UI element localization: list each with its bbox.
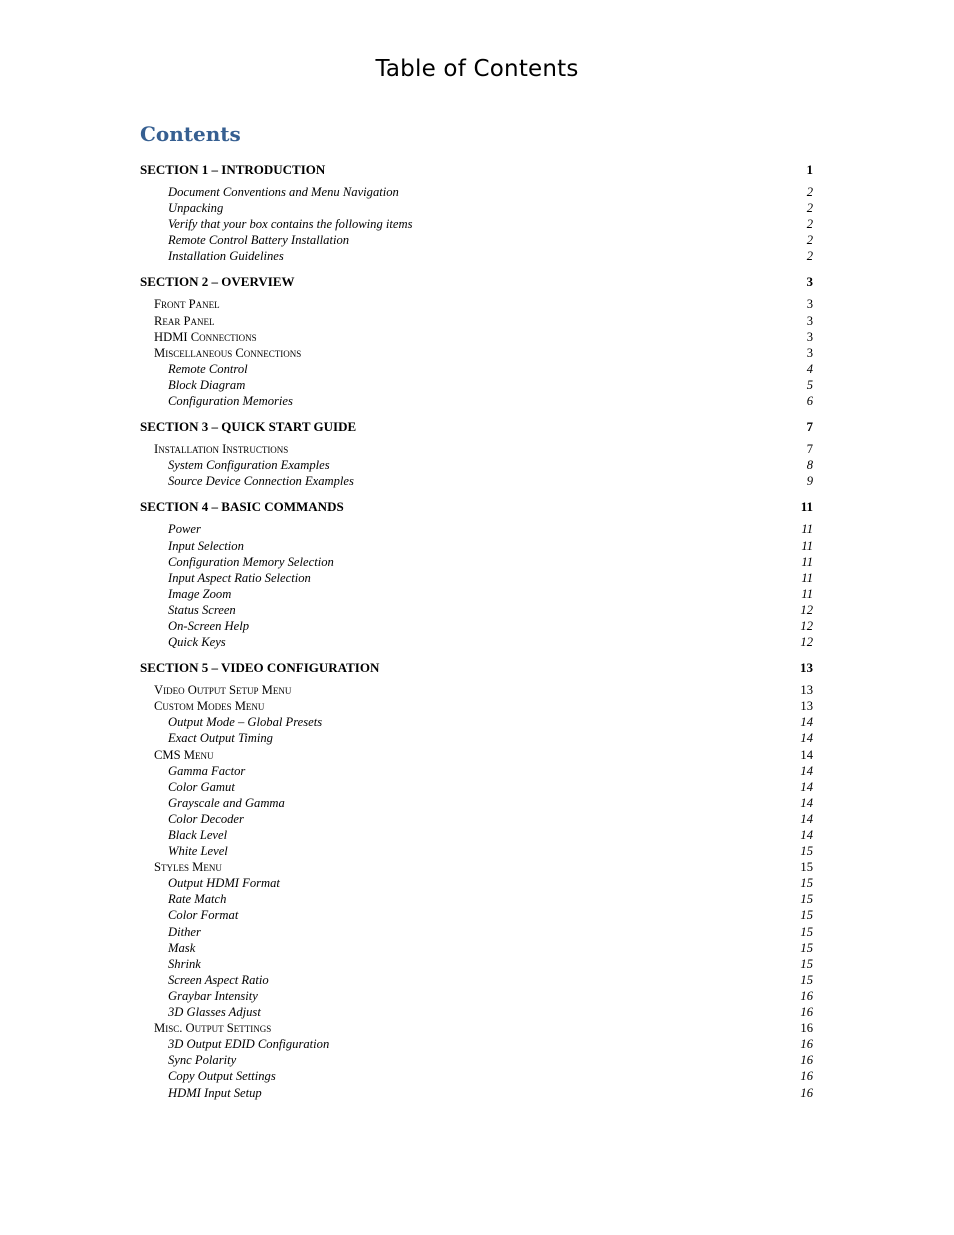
toc-page-number: 15 bbox=[800, 908, 813, 923]
toc-subentry[interactable] bbox=[140, 554, 813, 570]
toc-subentry[interactable] bbox=[140, 1052, 813, 1068]
toc-page-number: 4 bbox=[806, 361, 813, 376]
toc-page-number: 3 bbox=[806, 313, 813, 328]
toc-section-entry[interactable] bbox=[140, 497, 813, 516]
toc-page-number: 3 bbox=[806, 274, 813, 290]
toc-entry-label: Configuration Memory Selection bbox=[168, 554, 334, 569]
toc-page-number: 15 bbox=[800, 876, 813, 891]
toc-page-number: 11 bbox=[801, 522, 813, 537]
toc-subentry[interactable] bbox=[140, 586, 813, 602]
toc-page-number: 13 bbox=[800, 660, 813, 676]
toc-entry-label: HDMI Connections bbox=[154, 329, 257, 344]
toc-entry-label: Installation Guidelines bbox=[168, 249, 284, 264]
toc-entry-label: Styles Menu bbox=[154, 860, 222, 875]
toc-subentry[interactable] bbox=[140, 827, 813, 843]
toc-page-number: 16 bbox=[800, 1021, 813, 1036]
toc-entry-label: Rate Match bbox=[168, 892, 227, 907]
toc-entry-label: Installation Instructions bbox=[154, 442, 289, 457]
toc-entry-label: White Level bbox=[168, 844, 228, 859]
toc-entry-label: Image Zoom bbox=[168, 586, 232, 601]
toc-subentry[interactable] bbox=[140, 779, 813, 795]
toc-entry-label: Remote Control bbox=[168, 361, 248, 376]
toc-subentry[interactable] bbox=[140, 972, 813, 988]
toc-topic-entry[interactable] bbox=[140, 296, 813, 312]
toc-subentry[interactable] bbox=[140, 956, 813, 972]
toc-entry-label: Screen Aspect Ratio bbox=[168, 972, 269, 987]
toc-page-number: 16 bbox=[800, 1069, 813, 1084]
toc-topic-entry[interactable] bbox=[140, 682, 813, 698]
toc-entry-label: On-Screen Help bbox=[168, 618, 250, 633]
toc-page-number: 3 bbox=[806, 345, 813, 360]
toc-entry-label: 3D Output EDID Configuration bbox=[168, 1037, 330, 1052]
toc-entry-label: CMS Menu bbox=[154, 747, 214, 762]
toc-subentry[interactable] bbox=[140, 521, 813, 537]
toc-entry-label: Grayscale and Gamma bbox=[168, 795, 285, 810]
toc-page-number: 11 bbox=[801, 554, 813, 569]
toc-entry-label: Copy Output Settings bbox=[168, 1069, 276, 1084]
toc-entry-label: Color Format bbox=[168, 908, 239, 923]
toc-entry-label: HDMI Input Setup bbox=[168, 1085, 262, 1100]
toc-entry-label: Misc. Output Settings bbox=[154, 1021, 272, 1036]
toc-entry-label: Sync Polarity bbox=[168, 1053, 237, 1068]
toc-entry-label: System Configuration Examples bbox=[168, 458, 330, 473]
toc-topic-entry[interactable] bbox=[140, 859, 813, 875]
toc-entry-label: Quick Keys bbox=[168, 635, 226, 650]
toc-section-entry[interactable] bbox=[140, 160, 813, 179]
toc-page-number: 15 bbox=[800, 844, 813, 859]
toc-subentry[interactable] bbox=[140, 361, 813, 377]
toc-page-number: 14 bbox=[800, 779, 813, 794]
toc-topic-entry[interactable] bbox=[140, 441, 813, 457]
toc-page-number: 13 bbox=[800, 683, 813, 698]
toc-page-number: 16 bbox=[800, 988, 813, 1003]
toc-entry-label: Custom Modes Menu bbox=[154, 699, 265, 714]
toc-page-number: 12 bbox=[800, 602, 813, 617]
toc-entry-label: SECTION 1 – INTRODUCTION bbox=[140, 162, 326, 177]
toc-page-number: 1 bbox=[806, 162, 813, 177]
toc-entry-label: Black Level bbox=[168, 828, 228, 842]
toc-entry-label: Shrink bbox=[168, 956, 201, 971]
toc-entry-label: Exact Output Timing bbox=[168, 731, 273, 746]
toc-page-number: 11 bbox=[800, 499, 813, 515]
toc-entry-label: Color Gamut bbox=[168, 779, 235, 794]
toc-subentry[interactable] bbox=[140, 988, 813, 1004]
toc-page-number: 11 bbox=[801, 538, 813, 553]
toc-subentry[interactable] bbox=[140, 891, 813, 907]
toc-subentry[interactable] bbox=[140, 570, 813, 586]
toc-entry-label: Configuration Memories bbox=[168, 394, 293, 409]
toc-subentry[interactable] bbox=[140, 795, 813, 811]
toc-entry-label: Verify that your box contains the following items bbox=[168, 217, 413, 232]
contents-heading: Contents bbox=[140, 122, 241, 146]
toc-page-number: 14 bbox=[800, 715, 813, 730]
toc-entry-label: Power bbox=[168, 522, 201, 537]
toc-page-number: 15 bbox=[800, 956, 813, 971]
toc-entry-label: SECTION 4 – BASIC COMMANDS bbox=[140, 499, 344, 515]
toc-page-number: 12 bbox=[800, 618, 813, 633]
toc-topic-entry[interactable] bbox=[140, 345, 813, 361]
toc-page-number: 14 bbox=[800, 828, 813, 842]
toc-subentry[interactable] bbox=[140, 602, 813, 618]
toc-subentry[interactable] bbox=[140, 811, 813, 827]
toc-entry-label: Mask bbox=[168, 940, 196, 955]
toc-entry-label: Status Screen bbox=[168, 602, 236, 617]
toc-subentry[interactable] bbox=[140, 1004, 813, 1020]
toc-entry-label: SECTION 3 – QUICK START GUIDE bbox=[140, 419, 357, 435]
toc-page-number: 9 bbox=[806, 474, 813, 489]
toc-subentry[interactable] bbox=[140, 907, 813, 923]
toc-subentry[interactable] bbox=[140, 1085, 813, 1101]
toc-entry-label: Output Mode – Global Presets bbox=[168, 715, 323, 730]
toc-page-number: 7 bbox=[806, 419, 813, 435]
toc-section-entry[interactable] bbox=[140, 417, 813, 436]
toc-section-entry[interactable] bbox=[140, 658, 813, 677]
toc-page-number: 13 bbox=[800, 699, 813, 714]
toc-page-number: 2 bbox=[806, 249, 813, 264]
toc-page-number: 3 bbox=[806, 329, 813, 344]
toc-subentry[interactable] bbox=[140, 1036, 813, 1052]
toc-page-number: 14 bbox=[800, 763, 813, 778]
toc-entry-label: Video Output Setup Menu bbox=[154, 683, 292, 698]
toc-entry-label: Output HDMI Format bbox=[168, 876, 280, 891]
toc-entry-label: 3D Glasses Adjust bbox=[168, 1005, 261, 1020]
toc-entry-label: Block Diagram bbox=[168, 377, 246, 392]
toc-entry-label: SECTION 2 – OVERVIEW bbox=[140, 274, 295, 290]
toc-entry-label: Unpacking bbox=[168, 201, 224, 216]
toc-entry-label: Miscellaneous Connections bbox=[154, 345, 302, 360]
toc-subentry[interactable] bbox=[140, 875, 813, 891]
toc-topic-entry[interactable] bbox=[140, 747, 813, 763]
toc-entry-label: Rear Panel bbox=[154, 313, 215, 328]
toc-page-number: 3 bbox=[806, 297, 813, 312]
toc-topic-entry[interactable] bbox=[140, 313, 813, 329]
toc-page-number: 15 bbox=[800, 860, 813, 875]
toc-subentry[interactable] bbox=[140, 924, 813, 940]
toc-entry-label: Gamma Factor bbox=[168, 763, 246, 778]
toc-page-number: 16 bbox=[800, 1005, 813, 1020]
toc-page-number: 12 bbox=[800, 635, 813, 650]
toc-subentry[interactable] bbox=[140, 634, 813, 650]
toc-subentry[interactable] bbox=[140, 763, 813, 779]
toc-entry-label: Dither bbox=[168, 924, 201, 939]
toc-page-number: 11 bbox=[801, 586, 813, 601]
toc-page-number: 16 bbox=[800, 1053, 813, 1068]
toc-subentry[interactable] bbox=[140, 393, 813, 409]
toc-entry-label: Document Conventions and Menu Navigation bbox=[168, 185, 399, 199]
toc-page-number: 15 bbox=[800, 972, 813, 987]
toc-subentry[interactable] bbox=[140, 200, 813, 216]
toc-page-number: 2 bbox=[806, 201, 813, 216]
toc-page-number: 15 bbox=[800, 892, 813, 907]
toc-entry-label: Graybar Intensity bbox=[168, 988, 258, 1003]
toc-page-number: 6 bbox=[806, 394, 813, 409]
toc-subentry[interactable] bbox=[140, 216, 813, 232]
toc-entry-label: Front Panel bbox=[154, 297, 220, 312]
toc-subentry[interactable] bbox=[140, 538, 813, 554]
toc-section-entry[interactable] bbox=[140, 272, 813, 291]
toc-entry-label: Input Selection bbox=[168, 538, 244, 553]
toc-page-number: 14 bbox=[800, 731, 813, 746]
toc-topic-entry[interactable] bbox=[140, 329, 813, 345]
toc-subentry[interactable] bbox=[140, 730, 813, 746]
toc-page-number: 14 bbox=[800, 747, 813, 762]
toc-topic-entry[interactable] bbox=[140, 698, 813, 714]
table-of-contents bbox=[140, 160, 813, 1101]
toc-subentry[interactable] bbox=[140, 843, 813, 859]
toc-subentry[interactable] bbox=[140, 473, 813, 489]
toc-page-number: 2 bbox=[806, 185, 813, 199]
toc-page-number: 2 bbox=[806, 233, 813, 248]
toc-page-number: 11 bbox=[801, 570, 813, 585]
toc-entry-label: Remote Control Battery Installation bbox=[168, 233, 350, 248]
toc-entry-label: Source Device Connection Examples bbox=[168, 474, 354, 489]
toc-page-number: 14 bbox=[800, 795, 813, 810]
toc-entry-label: Color Decoder bbox=[168, 811, 244, 826]
toc-page-number: 16 bbox=[800, 1085, 813, 1100]
toc-subentry[interactable] bbox=[140, 377, 813, 393]
toc-subentry[interactable] bbox=[140, 248, 813, 264]
toc-subentry[interactable] bbox=[140, 618, 813, 634]
toc-subentry[interactable] bbox=[140, 1068, 813, 1084]
page-title: Table of Contents bbox=[375, 56, 579, 82]
toc-page-number: 15 bbox=[800, 924, 813, 939]
toc-entry-label: Input Aspect Ratio Selection bbox=[168, 570, 311, 585]
toc-subentry[interactable] bbox=[140, 232, 813, 248]
toc-subentry[interactable] bbox=[140, 457, 813, 473]
toc-page-number: 16 bbox=[800, 1037, 813, 1052]
toc-subentry[interactable] bbox=[140, 714, 813, 730]
toc-subentry[interactable] bbox=[140, 184, 813, 200]
toc-page-number: 2 bbox=[806, 217, 813, 232]
toc-page-number: 7 bbox=[806, 442, 813, 457]
toc-page-number: 14 bbox=[800, 811, 813, 826]
toc-page-number: 8 bbox=[806, 458, 813, 473]
toc-topic-entry[interactable] bbox=[140, 1020, 813, 1036]
toc-subentry[interactable] bbox=[140, 940, 813, 956]
toc-page-number: 15 bbox=[800, 940, 813, 955]
toc-entry-label: SECTION 5 – VIDEO CONFIGURATION bbox=[140, 660, 380, 676]
toc-page-number: 5 bbox=[806, 377, 813, 392]
